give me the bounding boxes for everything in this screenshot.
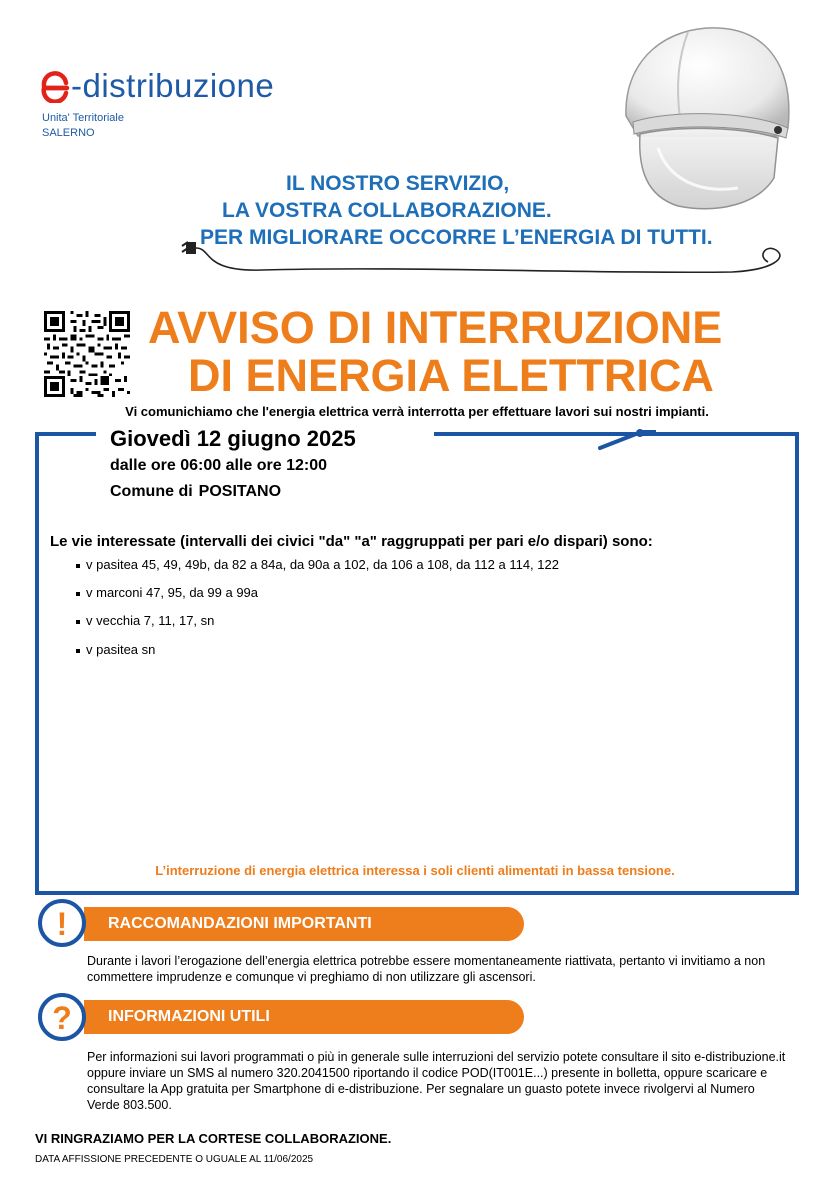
plug-icon (596, 424, 656, 452)
title-line-1: AVVISO DI INTERRUZIONE (148, 302, 723, 353)
list-item (76, 557, 559, 572)
municipality-value: POSITANO (198, 483, 282, 500)
streets-heading: Le vie interessate (intervalli dei civici "da" "a" raggruppati per pari e/o dispari) sono: (50, 533, 653, 550)
bullet-icon (76, 564, 80, 568)
interruption-time: dalle ore 06:00 alle ore 12:00 (110, 457, 328, 474)
street-text: v pasitea 45, 49, 49b, da 82 a 84a, da 90a a 102, da 106 a 108, da 112 a 114, 122 (86, 557, 559, 572)
cable-decoration (172, 232, 802, 286)
intro-text: Vi comunichiamo che l'energia elettrica verrà interrotta per effettuare lavori sui nostri impianti. (125, 404, 709, 419)
street-text: v marconi 47, 95, da 99 a 99a (86, 585, 259, 600)
bullet-icon (76, 649, 80, 653)
brand-logo (38, 64, 274, 108)
slogan-line-3: PER MIGLIORARE OCCORRE L’ENERGIA DI TUTTI. (200, 226, 713, 249)
bullet-icon (76, 592, 80, 596)
bullet-icon (76, 620, 80, 624)
municipality-label: Comune di (110, 483, 193, 500)
info-text: Per informazioni sui lavori programmati o più in generale sulle interruzioni del servizio potete consultare il sito e-distribuzione.it oppure inviare un SMS al numero 320.2041500 riportando il codice POD(IT001E...) presente in bolletta, oppure scaricare e consultare la App gratuita per Smartphone di e-distribuzione. Per segnalare un guasto potete invece rivolgervi al Numero Verde 803.500. (87, 1050, 786, 1112)
affixion-date: DATA AFFISSIONE PRECEDENTE O UGUALE AL 11/06/2025 (35, 1154, 314, 1165)
slogan-line-2: LA VOSTRA COLLABORAZIONE. (222, 199, 552, 222)
recommendations-text: Durante i lavori l’erogazione dell’energia elettrica potrebbe essere momentaneamente riattivata, pertanto vi invitiamo a non commettere imprudenze e comunque vi preghiamo di non utilizzare gli ascensori. (87, 954, 766, 984)
exclamation-icon (37, 898, 87, 948)
interruption-date: Giovedì 12 giugno 2025 (110, 426, 356, 451)
info-heading: INFORMAZIONI UTILI (84, 1000, 524, 1034)
unit-label: Unita' Territoriale (42, 112, 124, 124)
brand-name: -distribuzione (71, 67, 275, 104)
recommendations-heading: RACCOMANDAZIONI IMPORTANTI (84, 907, 524, 941)
question-icon (37, 992, 87, 1042)
qr-code (44, 311, 130, 397)
title-line-2: DI ENERGIA ELETTRICA (188, 350, 714, 401)
unit-location: SALERNO (42, 127, 95, 139)
low-voltage-note: L’interruzione di energia elettrica interessa i soli clienti alimentati in bassa tensione. (155, 863, 675, 878)
municipality (110, 483, 281, 501)
interruption-details-box (35, 432, 799, 895)
list-item (76, 613, 214, 628)
list-item (76, 585, 258, 600)
street-text: v vecchia 7, 11, 17, sn (86, 613, 215, 628)
e-logo-icon (38, 69, 72, 103)
question-glyph: ? (52, 1000, 72, 1036)
exclamation-glyph: ! (56, 906, 68, 942)
list-item (76, 642, 155, 657)
notice-title (148, 304, 828, 400)
slogan-line-1: IL NOSTRO SERVIZIO, (286, 172, 510, 195)
street-text: v pasitea sn (86, 642, 156, 657)
thanks-text: VI RINGRAZIAMO PER LA CORTESE COLLABORAZIONE. (35, 1131, 392, 1146)
